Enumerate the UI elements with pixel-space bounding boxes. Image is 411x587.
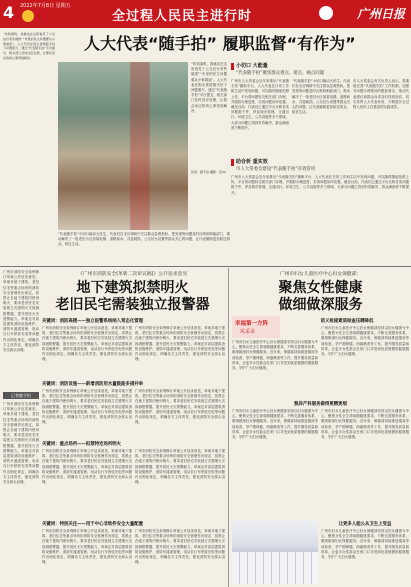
column-divider bbox=[228, 268, 229, 587]
story2-sidebar-text: 广州市消防安全条例修订草案公开征求意见，草案对地下建筑、老旧住宅等重点场所的消防安全管理作出规定，拟禁止在地下建筑内使用明火，要求老旧民宅安装独立式感烟火灾探测报警器，提升居民火灾预警能力。草案还对高层建筑消防设施维护、消防车通道管理、电动自行车停放充电等问题作出细化规定，明确各方主体责任，强化消防安全源头治理。 bbox=[3, 402, 39, 485]
page-banner bbox=[0, 0, 411, 28]
story3-sub3: 让更多人能公从卫生上受益 bbox=[338, 522, 392, 527]
story1-body-col1: 广州市人大常委会近年来推出“代表随手拍”履职平台，人大代表在日常工作和生活中发现问题，可以随时随地拍照上传，平台将问题转交相关部门办理，并跟踪办理进度，实现问题闭环处置。截至目前，代表们已通过平台反映各类问题数千件，涉及城市管理、交通出行、环境卫生、公共设施等多个领域，大部分问题已得到有效解决，群众满意度不断提升。 bbox=[231, 79, 289, 130]
story1-body-col2: “代表随手拍”小切口撬动大民生。代表们在走访调研中关注群众急难愁盼，把发现的问题及时反映给职能部门，推动解决了一批老旧小区加装电梯、道路积水、井盖破损、公交站台设置等群众关心的问题，让代表履职更加贴近群众、贴近生活。 bbox=[292, 79, 350, 115]
story3-body-c: 广州市妇女儿童医疗中心妇女保健部坚持以妇女健康为中心，聚焦女性全生命周期健康需求，不断完善服务体系，做细做深妇女保健服务。近年来，保健部持续推进婚前孕前检查、孕产期保健、两癌筛查等工作，提升服务质量和效率，让更多女性群众在家门口享受到优质便捷的健康服务，守护广大妇女健康。 bbox=[232, 409, 318, 440]
story1-caption-left: “你知道吗，我就站在这里看见了公交站台有些破损”“市里的民生问题要从小事做起”。人大代表在街头巷尾随手拍下问题照片，通过“代表随手拍”平台提交，相关部门及时回应处理，让群众身边的烦心事得到解决。 bbox=[3, 32, 55, 60]
page-number: 4 bbox=[3, 3, 15, 22]
story2-body-a: 广州市消防安全条例修订草案公开征求意见，草案对地下建筑、老旧住宅等重点场所的消防安全管理作出规定，拟禁止在地下建筑内使用明火，要求老旧民宅安装独立式感烟火灾探测报警器，提升居民火灾预警能力。草案还对高层建筑消防设施维护、消防车通道管理、电动自行车停放充电等问题作出细化规定，明确各方主体责任，强化消防安全源头治理。 bbox=[42, 326, 132, 362]
story1-headline: 人大代表“随手拍” 履职监督“有作为” bbox=[84, 34, 356, 53]
story2-body-h: 广州市消防安全条例修订草案公开征求意见，草案对地下建筑、老旧住宅等重点场所的消防安全管理作出规定，拟禁止在地下建筑内使用明火，要求老旧民宅安装独立式感烟火灾探测报警器，提升居民火灾预警能力。草案还对高层建筑消防设施维护、消防车通道管理、电动自行车停放充电等问题作出细化规定，明确各方主体责任，强化消防安全源头治理。 bbox=[135, 529, 225, 565]
story2-headline-1: 地下建筑拟禁明火 bbox=[76, 280, 189, 296]
story3-body-e: 广州市妇女儿童医疗中心妇女保健部坚持以妇女健康为中心，聚焦女性全生命周期健康需求，不断完善服务体系，做细做深妇女保健服务。近年来，保健部持续推进婚前孕前检查、孕产期保健、两癌筛查等工作，提升服务质量和效率，让更多女性群众在家门口享受到优质便捷的健康服务，守护广大妇女健康。 bbox=[321, 529, 409, 560]
emblem-icon bbox=[22, 10, 34, 22]
story3-headline-2: 做细做深服务 bbox=[278, 297, 363, 313]
logo-sun-icon bbox=[319, 6, 333, 20]
story2-sub2: 关键词：消防设施——新增消防用水量鼓励多措并举 bbox=[42, 382, 143, 387]
story1-intro: “你知道吗，我就站在这里看见了公交站台有些破损”“市里的民生问题要从小事做起”。人大代表在街头巷尾随手拍下问题照片，通过“代表随手拍”平台提交，相关部门及时回应处理，让群众身边的烦心事得到解决。 bbox=[191, 62, 227, 113]
story3-sub2: 熟异产科服务做得更精更细 bbox=[294, 402, 347, 407]
series-badge bbox=[232, 316, 280, 338]
story2-sidebar-label: 记者随手拍 bbox=[3, 392, 39, 399]
story1-body-lower-right: 广州市人大常委会近年来推出“代表随手拍”履职平台，人大代表在日常工作和生活中发现问题，可以随时随地拍照上传，平台将问题转交相关部门办理，并跟踪办理进度，实现问题闭环处置。截至目前，代表们已通过平台反映各类问题数千件，涉及城市管理、交通出行、环境卫生、公共设施等多个领域，大部分问题已得到有效解决，群众满意度不断提升。 bbox=[231, 175, 409, 195]
story2-body-g: 广州市消防安全条例修订草案公开征求意见，草案对地下建筑、老旧住宅等重点场所的消防安全管理作出规定，拟禁止在地下建筑内使用明火，要求老旧民宅安装独立式感烟火灾探测报警器，提升居民火灾预警能力。草案还对高层建筑消防设施维护、消防车通道管理、电动自行车停放充电等问题作出细化规定，明确各方主体责任，强化消防安全源头治理。 bbox=[42, 529, 132, 565]
story2-body-f: 广州市消防安全条例修订草案公开征求意见，草案对地下建筑、老旧住宅等重点场所的消防安全管理作出规定，拟禁止在地下建筑内使用明火，要求老旧民宅安装独立式感烟火灾探测报警器，提升居民火灾预警能力。草案还对高层建筑消防设施维护、消防车通道管理、电动自行车停放充电等问题作出细化规定，明确各方主体责任，强化消防安全源头治理。 bbox=[135, 449, 225, 485]
story1-body-col3: 市人大常委会有关负责人表示，将继续完善“代表随手拍”工作机制，加强对问题办理情况的跟踪督办，推动代表建议和群众诉求及时得到回应，切实发挥人大代表作用，不断提升全过程人民民主在基层的实践成效。 bbox=[353, 79, 409, 110]
banner-title: 全过程人民民主进行时 bbox=[112, 9, 253, 24]
paper-logo: 广州日报 bbox=[356, 7, 405, 21]
story3-headline-1: 聚焦女性健康 bbox=[278, 280, 363, 296]
story2-kicker: 《广州市消防安全(革新二次审议稿)》公开征求意见 bbox=[77, 272, 188, 277]
divider bbox=[0, 266, 411, 267]
story1-section1-sub: “代表随手拍”聚焦群众难点、堵点、痛点问题 bbox=[236, 71, 324, 76]
issue-date: 2022年7月8日 星期五 bbox=[20, 3, 71, 9]
story3-body-d: 广州市妇女儿童医疗中心妇女保健部坚持以妇女健康为中心，聚焦女性全生命周期健康需求，不断完善服务体系，做细做深妇女保健服务。近年来，保健部持续推进婚前孕前检查、孕产期保健、两癌筛查等工作，提升服务质量和效率，让更多女性群众在家门口享受到优质便捷的健康服务，守护广大妇女健康。 bbox=[321, 409, 409, 440]
story2-body-d: 广州市消防安全条例修订草案公开征求意见，草案对地下建筑、老旧住宅等重点场所的消防安全管理作出规定，拟禁止在地下建筑内使用明火，要求老旧民宅安装独立式感烟火灾探测报警器，提升居民火灾预警能力。草案还对高层建筑消防设施维护、消防车通道管理、电动自行车停放充电等问题作出细化规定，明确各方主体责任，强化消防安全源头治理。 bbox=[135, 389, 225, 425]
photo-storefront bbox=[58, 62, 188, 230]
story2-body-c: 广州市消防安全条例修订草案公开征求意见，草案对地下建筑、老旧住宅等重点场所的消防安全管理作出规定，拟禁止在地下建筑内使用明火，要求老旧民宅安装独立式感烟火灾探测报警器，提升居民火灾预警能力。草案还对高层建筑消防设施维护、消防车通道管理、电动自行车停放充电等问题作出细化规定，明确各方主体责任，强化消防安全源头治理。 bbox=[42, 389, 132, 425]
photo-caption: 拍者：随手拍 摄影：张XX bbox=[191, 170, 227, 174]
story2-sub3: 关键词：重点场所——拟禁特定场所明火 bbox=[42, 442, 122, 447]
story1-section2: 助合析 重实效 bbox=[236, 159, 268, 165]
story2-body-b: 广州市消防安全条例修订草案公开征求意见，草案对地下建筑、老旧住宅等重点场所的消防安全管理作出规定，拟禁止在地下建筑内使用明火，要求老旧民宅安装独立式感烟火灾探测报警器，提升居民火灾预警能力。草案还对高层建筑消防设施维护、消防车通道管理、电动自行车停放充电等问题作出细化规定，明确各方主体责任，强化消防安全源头治理。 bbox=[135, 326, 225, 362]
story1-section2-sub: 市人大常委会建设“代表随手拍”有效管用 bbox=[236, 167, 316, 172]
story3-body-b: 广州市妇女儿童医疗中心妇女保健部坚持以妇女健康为中心，聚焦女性全生命周期健康需求，不断完善服务体系，做细做深妇女保健服务。近年来，保健部持续推进婚前孕前检查、孕产期保健、两癌筛查等工作，提升服务质量和效率，让更多女性群众在家门口享受到优质便捷的健康服务，守护广大妇女健康。 bbox=[321, 326, 409, 357]
story1-section1: 小切口 大能量 bbox=[236, 63, 268, 69]
story3-kicker: 广州市妇女儿童医疗中心妇女保健部： bbox=[279, 272, 362, 277]
section-marker bbox=[231, 159, 234, 166]
badge-title: 幸福第一方阵 bbox=[235, 321, 269, 327]
story2-body-e: 广州市消防安全条例修订草案公开征求意见，草案对地下建筑、老旧住宅等重点场所的消防安全管理作出规定，拟禁止在地下建筑内使用明火，要求老旧民宅安装独立式感烟火灾探测报警器，提升居民火灾预警能力。草案还对高层建筑消防设施维护、消防车通道管理、电动自行车停放充电等问题作出细化规定，明确各方主体责任，强化消防安全源头治理。 bbox=[42, 449, 132, 485]
story3-body-a: 广州市妇女儿童医疗中心妇女保健部坚持以妇女健康为中心，聚焦女性全生命周期健康需求，不断完善服务体系，做细做深妇女保健服务。近年来，保健部持续推进婚前孕前检查、孕产期保健、两癌筛查等工作，提升服务质量和效率，让更多女性群众在家门口享受到优质便捷的健康服务，守护广大妇女健康。 bbox=[232, 340, 318, 371]
section-marker bbox=[231, 63, 234, 70]
story2-sub1: 关键词：消防高楼——独立报警系统纳入常态化管理 bbox=[42, 319, 143, 324]
story1-body-lower-left: “代表随手拍”小切口撬动大民生。代表们在走访调研中关注群众急难愁盼，把发现的问题及时反映给职能部门，推动解决了一批老旧小区加装电梯、道路积水、井盖破损、公交站台设置等群众关心的问题，让代表履职更加贴近群众、贴近生活。 bbox=[58, 232, 230, 247]
badge-sub: 风采录 bbox=[240, 329, 256, 335]
story2-headline-2: 老旧民宅需装独立报警器 bbox=[55, 297, 210, 313]
story3-sub1: 前义检提素质检查压聘降低 bbox=[320, 319, 374, 324]
story2-sub4: 关键词：特别关注——用于中心非软件安全大量配置 bbox=[42, 522, 143, 527]
photo-staff-row bbox=[232, 552, 318, 584]
story2-lead: 广州市消防安全条例修订草案公开征求意见，草案对地下建筑、老旧住宅等重点场所的消防安全管理作出规定，拟禁止在地下建筑内使用明火，要求老旧民宅安装独立式感烟火灾探测报警器，提升居民火灾预警能力。草案还对高层建筑消防设施维护、消防车通道管理、电动自行车停放充电等问题作出细化规定，明确各方主体责任，强化消防安全源头治理。 bbox=[3, 270, 39, 353]
